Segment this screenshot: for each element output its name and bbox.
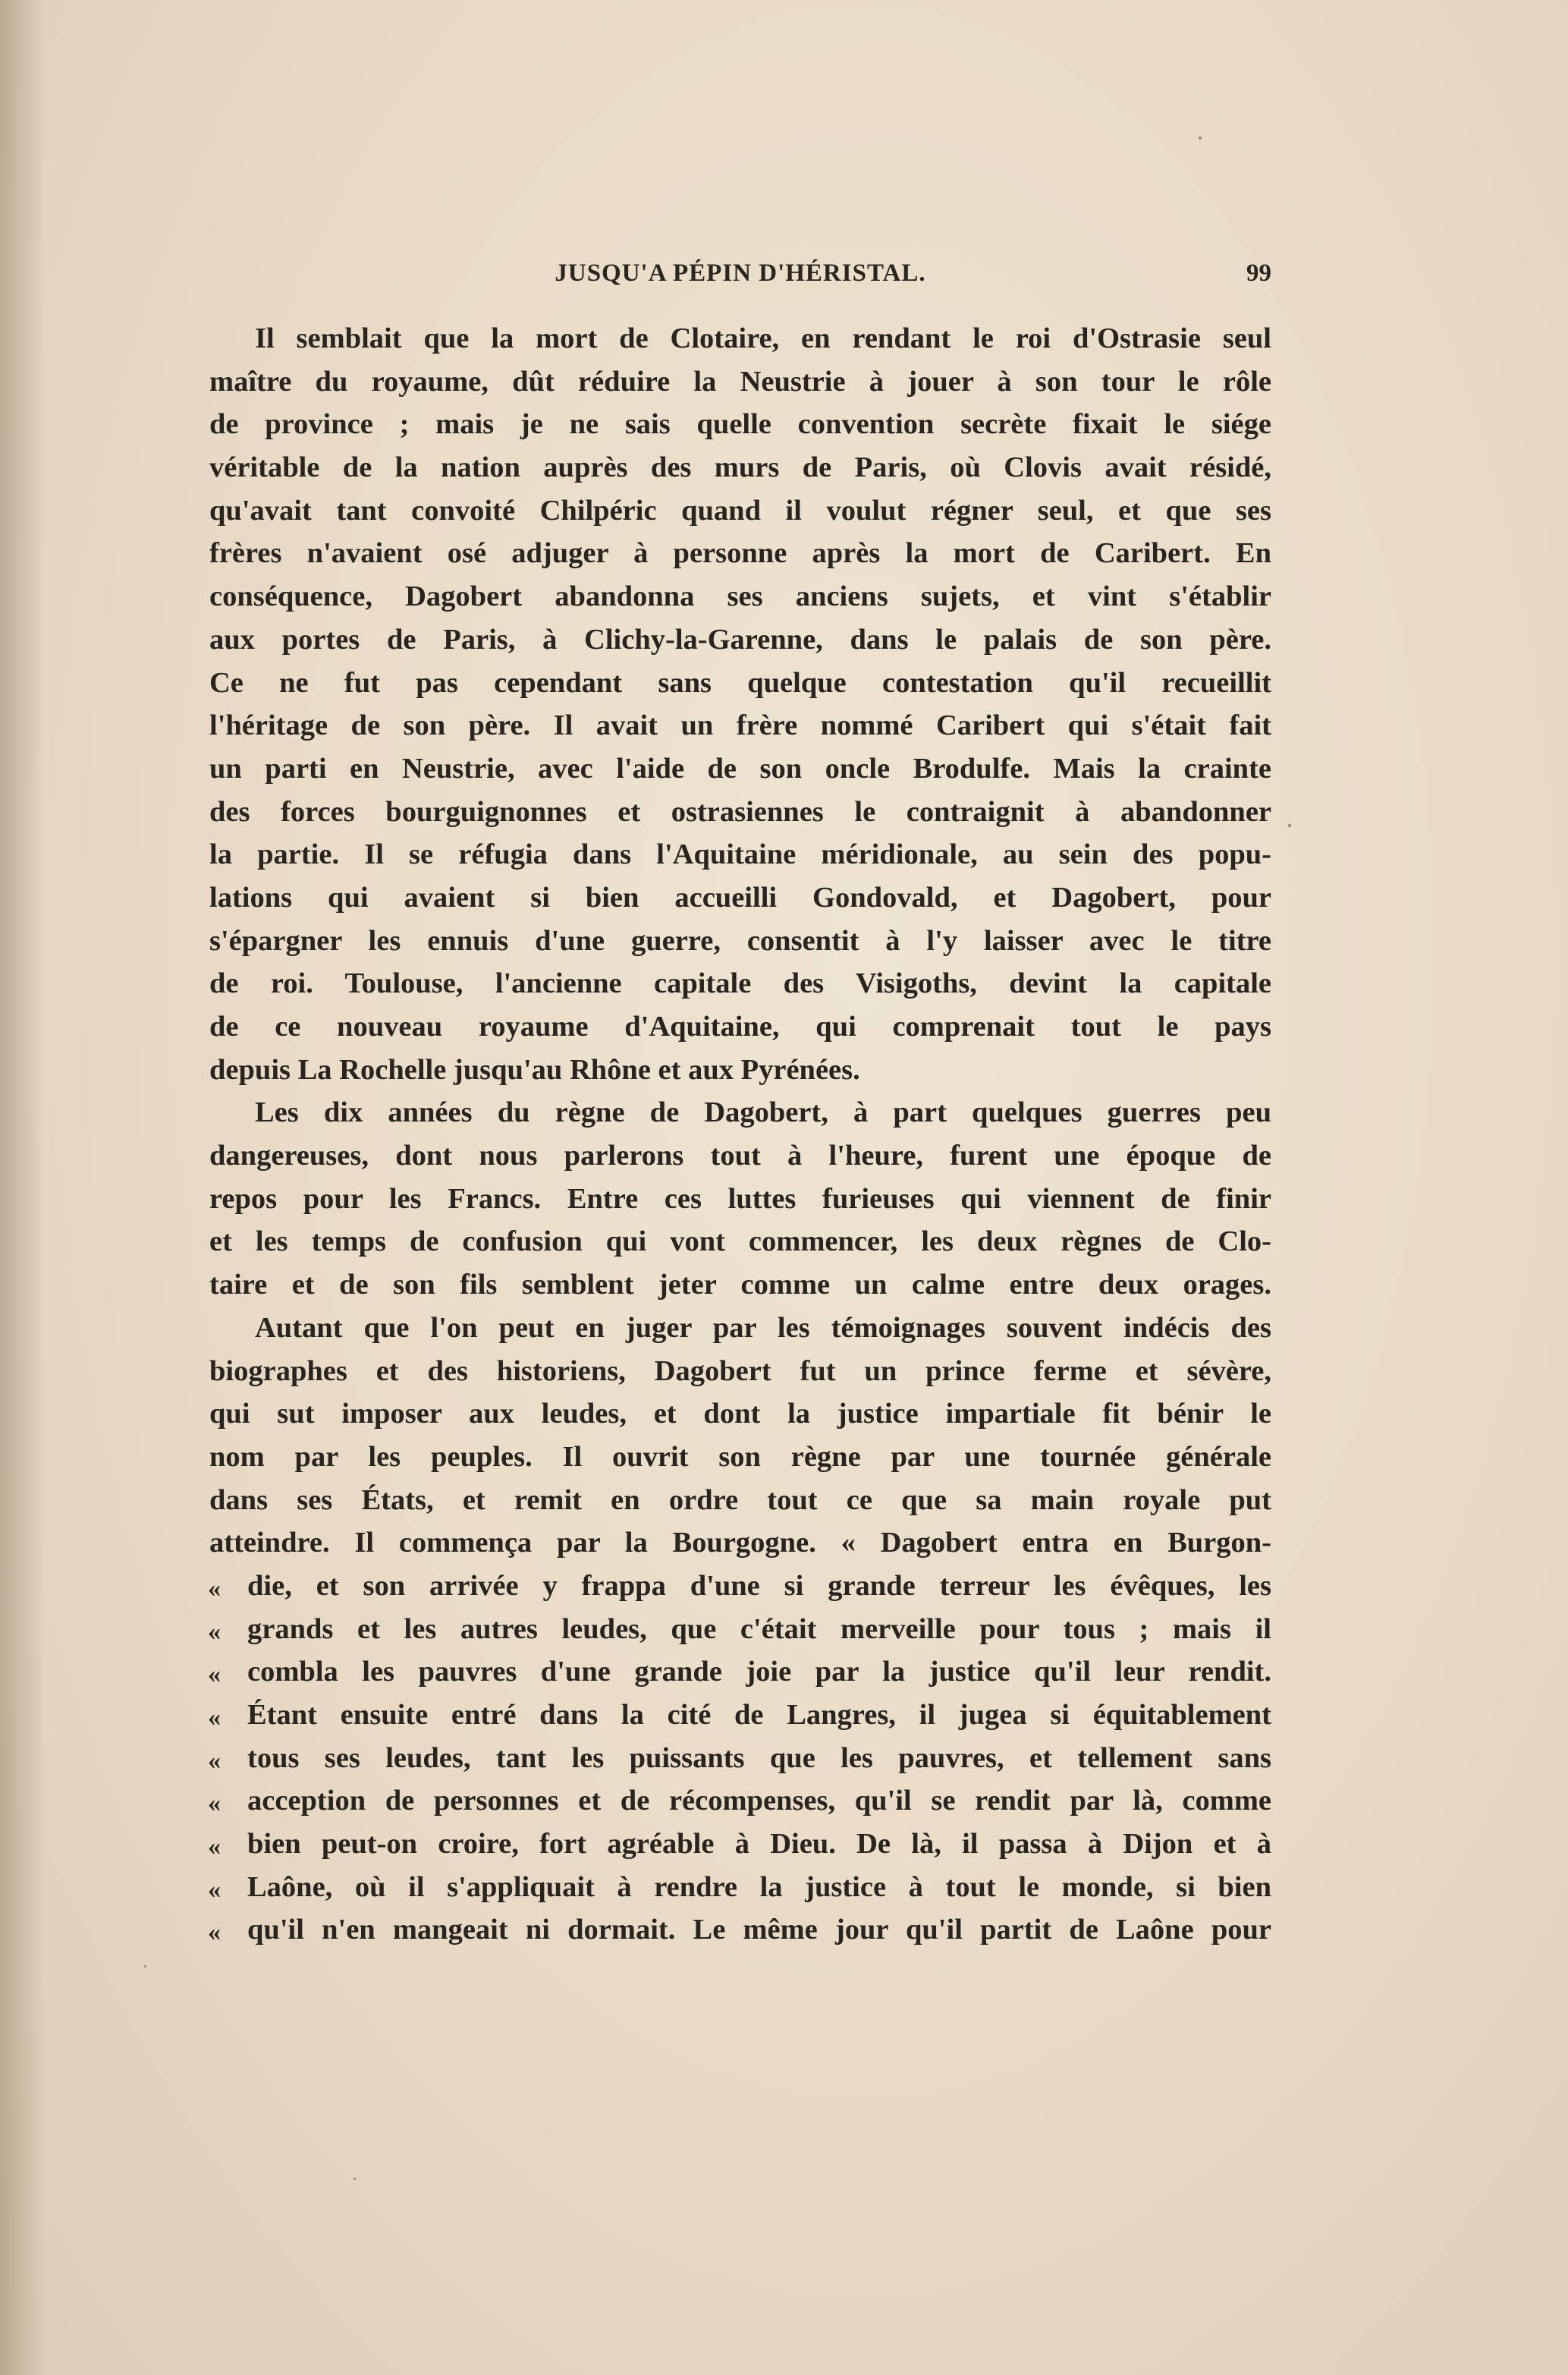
quote-line <box>209 1866 1271 1909</box>
text-line: maître du royaume, dût réduire la Neustrie à jouer à son tour le rôle <box>209 365 1271 398</box>
quote-line <box>209 1737 1271 1780</box>
quote-line <box>209 1908 1271 1952</box>
text-line: biographes et des historiens, Dagobert fut un prince ferme et sévère, <box>209 1354 1271 1387</box>
running-head: JUSQU'A PÉPIN D'HÉRISTAL. <box>555 260 926 287</box>
text-line: conséquence, Dagobert abandonna ses anciens sujets, et vint s'établir <box>209 580 1271 613</box>
text-line: véritable de la nation auprès des murs de Paris, où Clovis avait résidé, <box>209 451 1271 484</box>
quote-line <box>209 1650 1271 1694</box>
text-line: combla les pauvres d'une grande joie par la justice qu'il leur rendit. <box>247 1656 1271 1688</box>
body-text <box>209 317 1271 1952</box>
quote-mark: « <box>208 1660 221 1689</box>
text-line: un parti en Neustrie, avec l'aide de son oncle Brodulfe. Mais la crainte <box>209 752 1271 785</box>
text-line: dangereuses, dont nous parlerons tout à l'heure, furent une époque de <box>209 1140 1271 1172</box>
text-line: de roi. Toulouse, l'ancienne capitale des Visigoths, devint la capitale <box>209 967 1271 1000</box>
text-line: et les temps de confusion qui vont commencer, les deux règnes de Clo- <box>209 1225 1271 1258</box>
text-line: frères n'avaient osé adjuger à personne après la mort de Caribert. En <box>209 537 1271 570</box>
paper-speck <box>1288 824 1291 827</box>
text-line: de province ; mais je ne sais quelle convention secrète fixait le siége <box>209 408 1271 441</box>
text-line: Autant que l'on peut en juger par les témoignages souvent indécis des <box>255 1311 1271 1344</box>
text-line: des forces bourguignonnes et ostrasiennes le contraignit à abandonner <box>209 795 1271 828</box>
quote-line <box>209 1608 1271 1651</box>
quote-mark: « <box>208 1617 221 1646</box>
text-line: grands et les autres leudes, que c'était merveille pour tous ; mais il <box>247 1612 1271 1645</box>
text-line: taire et de son fils semblent jeter comme un calme entre deux orages. <box>209 1269 1271 1301</box>
quote-line <box>209 1823 1271 1866</box>
text-line: dans ses États, et remit en ordre tout ce que sa main royale put <box>209 1483 1271 1516</box>
text-line: la partie. Il se réfugia dans l'Aquitaine méridionale, au sein des popu- <box>209 838 1271 871</box>
quote-mark: « <box>208 1574 221 1603</box>
text-line: l'héritage de son père. Il avait un frère nommé Caribert qui s'était fait <box>209 709 1271 742</box>
text-line: de ce nouveau royaume d'Aquitaine, qui comprenait tout le pays <box>209 1011 1271 1043</box>
quote-mark: « <box>208 1746 221 1775</box>
quote-mark: « <box>208 1875 221 1904</box>
page-header <box>209 260 1271 297</box>
paper-speck <box>144 1965 146 1968</box>
quote-mark: « <box>208 1832 221 1861</box>
text-line: atteindre. Il commença par la Bourgogne. « Dagobert entra en Burgon- <box>209 1527 1271 1559</box>
text-line: Les dix années du règne de Dagobert, à part quelques guerres peu <box>255 1096 1271 1129</box>
text-line: Il semblait que la mort de Clotaire, en rendant le roi d'Ostrasie seul <box>255 322 1271 354</box>
text-line: s'épargner les ennuis d'une guerre, consentit à l'y laisser avec le titre <box>209 924 1271 957</box>
text-line: nom par les peuples. Il ouvrit son règne par une tournée générale <box>209 1440 1271 1473</box>
text-line: Ce ne fut pas cependant sans quelque contestation qu'il recueillit <box>209 666 1271 699</box>
quote-mark: « <box>208 1703 221 1732</box>
text-line: aux portes de Paris, à Clichy-la-Garenne, dans le palais de son père. <box>209 623 1271 656</box>
text-line: die, et son arrivée y frappa d'une si grande terreur les évêques, les <box>247 1569 1271 1602</box>
text-line: Étant ensuite entré dans la cité de Langres, il jugea si équitablement <box>247 1699 1271 1731</box>
quote-mark: « <box>208 1789 221 1818</box>
page-number: 99 <box>1246 260 1271 287</box>
quote-line <box>209 1565 1271 1608</box>
text-line: lations qui avaient si bien accueilli Gondovald, et Dagobert, pour <box>209 881 1271 914</box>
text-line: tous ses leudes, tant les puissants que les pauvres, et tellement sans <box>247 1741 1271 1774</box>
quote-line <box>209 1694 1271 1737</box>
paper-speck <box>1199 137 1202 140</box>
text-line: qui sut imposer aux leudes, et dont la justice impartiale fit bénir le <box>209 1398 1271 1430</box>
text-line: acception de personnes et de récompenses, qu'il se rendit par là, comme <box>247 1785 1271 1817</box>
text-line: bien peut-on croire, fort agréable à Dieu. De là, il passa à Dijon et à <box>247 1828 1271 1861</box>
text-line: qu'il n'en mangeait ni dormait. Le même jour qu'il partit de Laône pour <box>247 1914 1271 1946</box>
text-line: qu'avait tant convoité Chilpéric quand il voulut régner seul, et que ses <box>209 494 1271 527</box>
text-line: repos pour les Francs. Entre ces luttes furieuses qui viennent de finir <box>209 1182 1271 1215</box>
paper-speck <box>354 2178 356 2180</box>
text-line: Laône, où il s'appliquait à rendre la justice à tout le monde, si bien <box>247 1870 1271 1903</box>
text-line: depuis La Rochelle jusqu'au Rhône et aux Pyrénées. <box>209 1053 860 1086</box>
quote-line <box>209 1779 1271 1823</box>
quote-mark: « <box>208 1918 221 1947</box>
